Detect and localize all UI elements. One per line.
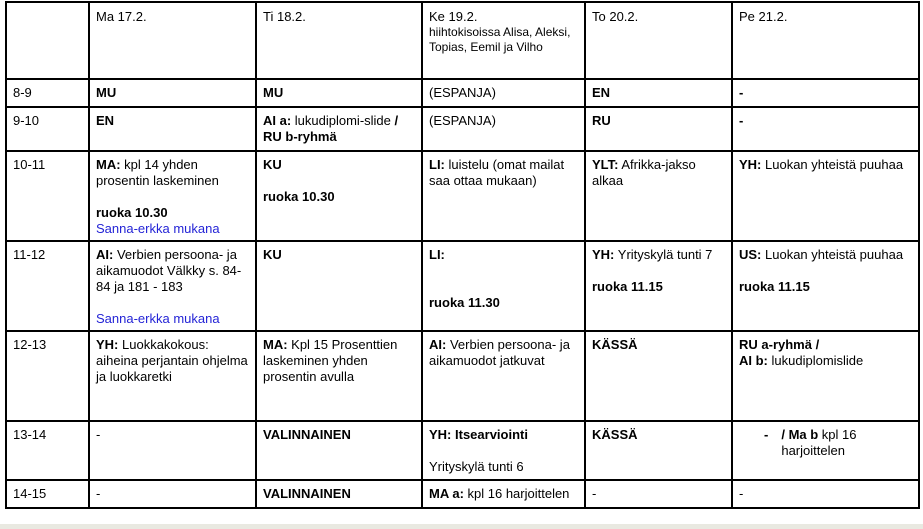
cell-10-11-ke-text: luistelu (omat mailat saa ottaa mukaan): [429, 157, 565, 188]
cell-11-12-to-line: [592, 263, 727, 279]
cell-9-10-ma[interactable]: [89, 107, 256, 151]
cell-10-11-ma[interactable]: [89, 151, 256, 241]
day-note-ke: hiihtokisoissa Alisa, Aleksi, Topias, Eemil ja Vilho: [429, 25, 571, 54]
cell-11-12-ma-line: [96, 247, 251, 295]
cell-12-13-ke-text: Verbien persoona- ja aikamuodot jatkuvat: [429, 337, 570, 368]
cell-9-10-ti-text: RU b-ryhmä: [263, 129, 337, 144]
time-label-13-14: 13-14: [13, 427, 47, 442]
time-cell-8-9[interactable]: [6, 79, 89, 107]
cell-11-12-to-line: [592, 279, 727, 295]
cell-9-10-ti-line: [263, 129, 417, 145]
cell-11-12-pe-text: US:: [739, 247, 762, 262]
cell-12-13-ke-text: AI:: [429, 337, 447, 352]
cell-11-12-ma-text: AI:: [96, 247, 114, 262]
cell-14-15-pe-line: [739, 486, 914, 502]
cell-13-14-ti-line: [263, 427, 417, 443]
cell-10-11-pe-line: [739, 157, 914, 173]
cell-10-11-pe-text: Luokan yhteistä puuhaa: [761, 157, 904, 172]
cell-13-14-ti-text: VALINNAINEN: [263, 427, 351, 442]
cell-10-11-pe[interactable]: [732, 151, 919, 241]
cell-14-15-ma-text: -: [96, 486, 101, 501]
cell-10-11-ti-line: [263, 157, 417, 173]
day-label-to: To 20.2.: [592, 9, 639, 24]
cell-13-14-ke[interactable]: [422, 421, 585, 480]
cell-11-12-ke-line: [429, 263, 580, 279]
cell-10-11-ti-text: ruoka 10.30: [263, 189, 335, 204]
cell-10-11-to-line: [592, 157, 727, 189]
cell-10-11-ma-line: [96, 205, 251, 221]
cell-10-11-ma-text: ruoka 10.30: [96, 205, 168, 220]
cell-12-13-pe[interactable]: [732, 331, 919, 421]
cell-9-10-to[interactable]: [585, 107, 732, 151]
cell-14-15-ti-line: [263, 486, 417, 502]
cell-8-9-pe-line: [739, 85, 914, 101]
cell-11-12-pe-text: Luokan yhteistä puuhaa: [761, 247, 904, 262]
day-label-ti: Ti 18.2.: [263, 9, 306, 24]
cell-10-11-to-text: Afrikka-jakso alkaa: [592, 157, 696, 188]
cell-9-10-ma-line: [96, 113, 251, 129]
cell-10-11-ti-line: [263, 173, 417, 189]
cell-8-9-ma-text: MU: [96, 85, 117, 100]
cell-8-9-ma-line: [96, 85, 251, 101]
time-cell-12-13[interactable]: [6, 331, 89, 421]
cell-8-9-pe[interactable]: [732, 79, 919, 107]
cell-11-12-to-text: YH:: [592, 247, 615, 262]
cell-14-15-to-text: -: [592, 486, 597, 501]
dash-bullet: -: [764, 427, 769, 442]
cell-14-15-ke-text: MA a:: [429, 486, 464, 501]
cell-8-9-ke-line: [429, 85, 580, 101]
cell-14-15-to[interactable]: [585, 480, 732, 508]
cell-12-13-to-line: [592, 337, 727, 353]
cell-13-14-ke-line: [429, 427, 580, 443]
cell-13-14-pe[interactable]: [732, 421, 919, 480]
cell-9-10-pe[interactable]: [732, 107, 919, 151]
cell-8-9-to-line: [592, 85, 727, 101]
time-label-14-15: 14-15: [13, 486, 47, 501]
cell-13-14-pe-text: / Ma b: [781, 427, 819, 442]
cell-10-11-ke-text: LI:: [429, 157, 445, 172]
cell-10-11-pe-text: YH:: [739, 157, 762, 172]
cell-9-10-ke-text: (ESPANJA): [429, 113, 496, 128]
link-sanna-erkka[interactable]: Sanna-erkka mukana: [96, 221, 220, 236]
header-cell-to[interactable]: [585, 2, 732, 79]
cell-11-12-ma-line: [96, 295, 251, 311]
cell-10-11-to-text: YLT:: [592, 157, 619, 172]
cell-10-11-ma-line: [96, 157, 251, 189]
cell-8-9-ke-text: (ESPANJA): [429, 85, 496, 100]
cell-12-13-ke-line: [429, 337, 580, 369]
header-cell-ke[interactable]: [422, 2, 585, 79]
cell-9-10-ti-line: [263, 113, 417, 129]
day-label-pe: Pe 21.2.: [739, 9, 788, 24]
cell-10-11-ma-line: [96, 189, 251, 205]
cell-13-14-ma[interactable]: [89, 421, 256, 480]
cell-11-12-pe-line: [739, 247, 914, 263]
cell-10-11-ke[interactable]: [422, 151, 585, 241]
cell-13-14-pe-line: [781, 427, 914, 459]
cell-14-15-ma-line: [96, 486, 251, 502]
cell-8-9-ti-text: MU: [263, 85, 284, 100]
cell-12-13-ti[interactable]: [256, 331, 422, 421]
cell-9-10-to-text: RU: [592, 113, 611, 128]
time-cell-10-11[interactable]: [6, 151, 89, 241]
cell-11-12-ma[interactable]: [89, 241, 256, 331]
day-label-ke: Ke 19.2.: [429, 9, 478, 24]
page-bottom-edge: [0, 524, 923, 529]
cell-12-13-ma-text: YH:: [96, 337, 119, 352]
cell-13-14-ti[interactable]: [256, 421, 422, 480]
cell-9-10-pe-line: [739, 113, 914, 129]
cell-12-13-to[interactable]: [585, 331, 732, 421]
time-label-11-12: 11-12: [13, 247, 46, 262]
cell-14-15-ke-line: [429, 486, 580, 502]
cell-13-14-ke-line: [429, 443, 580, 459]
day-label-ma: Ma 17.2.: [96, 9, 147, 24]
cell-14-15-ti-text: VALINNAINEN: [263, 486, 351, 501]
time-cell-14-15[interactable]: [6, 480, 89, 508]
link-sanna-erkka[interactable]: Sanna-erkka mukana: [96, 311, 220, 326]
cell-14-15-ma[interactable]: [89, 480, 256, 508]
cell-10-11-ma-text: MA:: [96, 157, 121, 172]
cell-11-12-ke[interactable]: [422, 241, 585, 331]
cell-8-9-to-text: EN: [592, 85, 611, 100]
cell-14-15-ke[interactable]: [422, 480, 585, 508]
cell-8-9-ti-line: [263, 85, 417, 101]
cell-12-13-ti-text: Kpl 15 Prosenttien laskeminen yhden prosentin avulla: [263, 337, 398, 384]
cell-9-10-ke[interactable]: [422, 107, 585, 151]
cell-9-10-ti-text: /: [394, 113, 399, 128]
cell-14-15-to-line: [592, 486, 727, 502]
cell-11-12-to-line: [592, 247, 727, 263]
cell-14-15-pe[interactable]: [732, 480, 919, 508]
cell-11-12-pe-text: ruoka 11.15: [739, 279, 810, 294]
cell-9-10-pe-text: -: [739, 113, 744, 128]
cell-11-12-to[interactable]: [585, 241, 732, 331]
cell-11-12-pe-line: [739, 263, 914, 279]
cell-12-13-pe-text: RU a-ryhmä /: [739, 337, 820, 352]
cell-12-13-ma-text: Luokkakokous: aiheina perjantain ohjelma ja luokkaretki: [96, 337, 248, 384]
cell-10-11-ti[interactable]: [256, 151, 422, 241]
time-cell-13-14[interactable]: [6, 421, 89, 480]
cell-14-15-ti[interactable]: [256, 480, 422, 508]
cell-11-12-ti-line: [263, 247, 417, 263]
time-cell-9-10[interactable]: [6, 107, 89, 151]
header-time-cell[interactable]: [6, 2, 89, 79]
cell-11-12-pe-line: [739, 279, 914, 295]
cell-10-11-ke-line: [429, 157, 580, 189]
cell-10-11-ti-text: KU: [263, 157, 282, 172]
cell-11-12-ma-text: Verbien persoona- ja aikamuodot Välkky s. 84-84 ja 181 - 183: [96, 247, 242, 294]
cell-10-11-ti-line: [263, 189, 417, 205]
cell-13-14-pe-dash-item: [739, 427, 914, 459]
cell-11-12-ke-line: [429, 247, 580, 263]
cell-12-13-ti-text: MA:: [263, 337, 288, 352]
cell-8-9-ma[interactable]: [89, 79, 256, 107]
cell-13-14-ke-line: [429, 459, 580, 475]
cell-13-14-ke-text: Yrityskylä tunti 6: [429, 459, 524, 474]
cell-12-13-ke[interactable]: [422, 331, 585, 421]
cell-9-10-ti-text: AI a:: [263, 113, 292, 128]
header-cell-ma[interactable]: [89, 2, 256, 79]
cell-14-15-pe-text: -: [739, 486, 744, 501]
cell-12-13-ma-line: [96, 337, 251, 385]
time-label-8-9: 8-9: [13, 85, 32, 100]
schedule-table-body: [6, 2, 919, 508]
cell-9-10-ma-text: EN: [96, 113, 115, 128]
header-cell-pe[interactable]: [732, 2, 919, 79]
cell-13-14-to[interactable]: [585, 421, 732, 480]
time-cell-11-12[interactable]: [6, 241, 89, 331]
cell-14-15-ke-text: kpl 16 harjoittelen: [463, 486, 570, 501]
cell-13-14-ma-line: [96, 427, 251, 443]
cell-13-14-to-line: [592, 427, 727, 443]
cell-9-10-to-line: [592, 113, 727, 129]
cell-8-9-ti[interactable]: [256, 79, 422, 107]
cell-11-12-ti[interactable]: [256, 241, 422, 331]
cell-11-12-ke-line: [429, 279, 580, 295]
cell-8-9-to[interactable]: [585, 79, 732, 107]
cell-12-13-ti-line: [263, 337, 417, 385]
cell-12-13-ma[interactable]: [89, 331, 256, 421]
cell-13-14-to-text: KÄSSÄ: [592, 427, 638, 442]
cell-13-14-ke-text: YH: Itsearviointi: [429, 427, 528, 442]
cell-10-11-ma-line: [96, 221, 251, 237]
cell-9-10-ti-text: lukudiplomi-slide: [291, 113, 395, 128]
cell-11-12-ke-text: LI:: [429, 247, 445, 262]
cell-11-12-to-text: ruoka 11.15: [592, 279, 663, 294]
cell-12-13-pe-line: [739, 337, 914, 353]
cell-11-12-ma-line: [96, 311, 251, 327]
cell-10-11-ma-text: kpl 14 yhden prosentin laskeminen: [96, 157, 219, 188]
time-label-9-10: 9-10: [13, 113, 40, 128]
cell-13-14-ma-text: -: [96, 427, 101, 442]
cell-12-13-pe-text: AI b:: [739, 353, 768, 368]
time-label-12-13: 12-13: [13, 337, 47, 352]
cell-8-9-pe-text: -: [739, 85, 744, 100]
cell-12-13-to-text: KÄSSÄ: [592, 337, 638, 352]
cell-10-11-to[interactable]: [585, 151, 732, 241]
cell-11-12-ti-text: KU: [263, 247, 282, 262]
cell-11-12-to-text: Yrityskylä tunti 7: [614, 247, 713, 262]
cell-11-12-pe[interactable]: [732, 241, 919, 331]
weekly-schedule-table: [5, 1, 920, 509]
cell-13-14-pe-text: kpl 16 harjoittelen: [781, 427, 857, 458]
cell-9-10-ti[interactable]: [256, 107, 422, 151]
cell-11-12-ke-text: ruoka 11.30: [429, 295, 500, 310]
header-cell-ti[interactable]: [256, 2, 422, 79]
cell-12-13-pe-text: lukudiplomislide: [767, 353, 864, 368]
cell-13-14-pe-dash-body: [781, 427, 914, 459]
cell-11-12-ke-line: [429, 295, 580, 311]
time-label-10-11: 10-11: [13, 157, 46, 172]
cell-8-9-ke[interactable]: [422, 79, 585, 107]
cell-12-13-pe-line: [739, 353, 914, 369]
cell-9-10-ke-line: [429, 113, 580, 129]
